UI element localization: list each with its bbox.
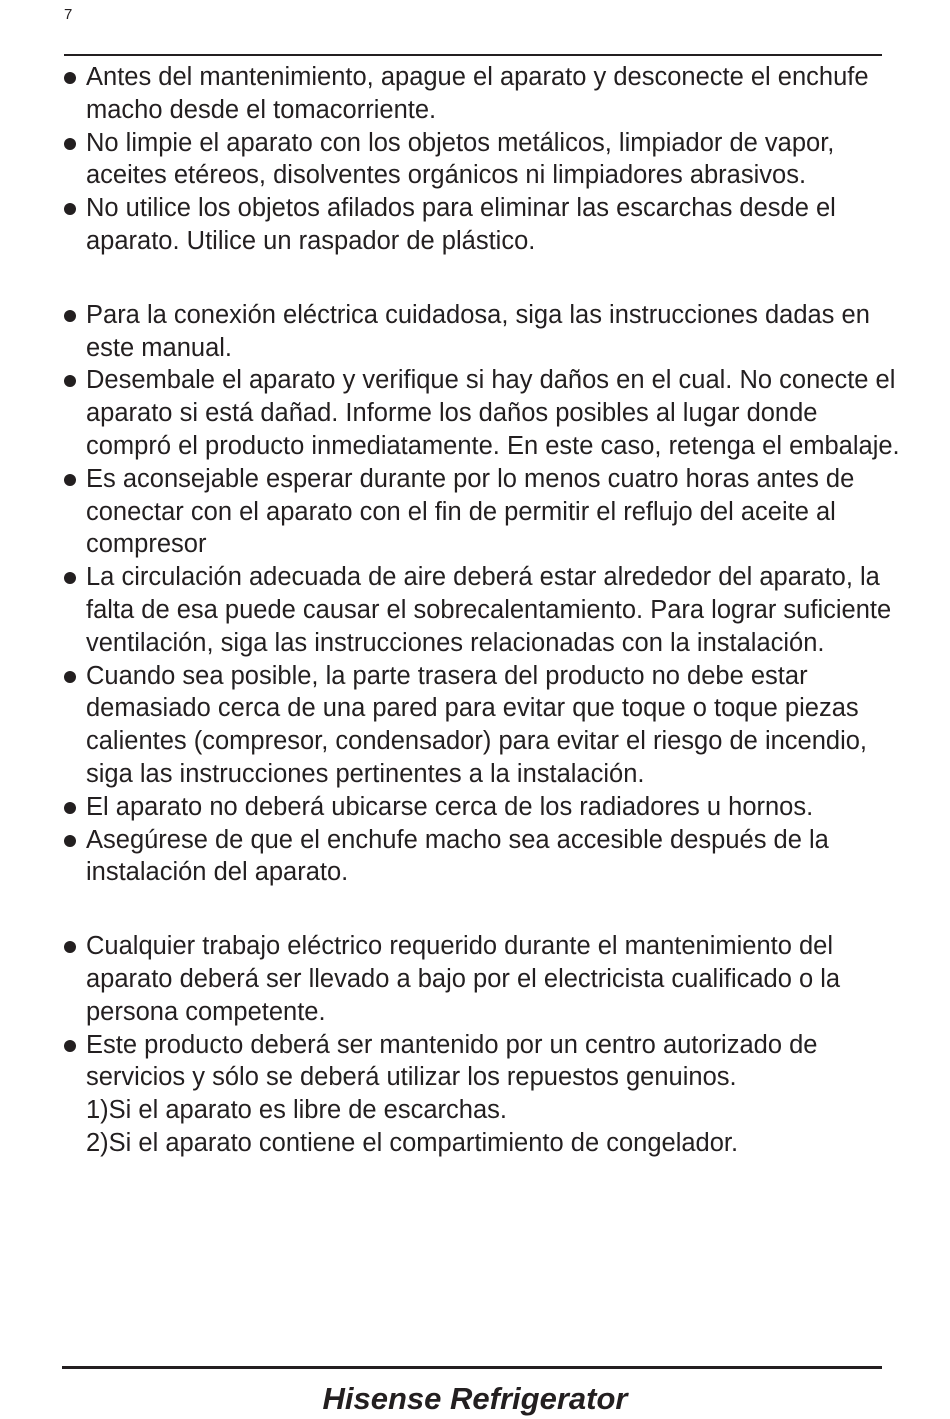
list-item-text: Asegúrese de que el enchufe macho sea accesible después de la instalación del aparato. (86, 825, 829, 887)
list-item (62, 463, 902, 561)
footer-brand-title: Hisense Refrigerator (322, 1381, 628, 1416)
bullet-icon (64, 835, 76, 847)
page-content (62, 61, 902, 1160)
bullet-icon (64, 203, 76, 215)
bullet-icon (64, 572, 76, 584)
footer-rule (62, 1366, 882, 1369)
list-item (62, 660, 902, 791)
bullet-icon (64, 1040, 76, 1052)
list-item-text: Es aconsejable esperar durante por lo menos cuatro horas antes de conectar con el aparato con el fin de permitir el reflujo del aceite al compresor (86, 464, 855, 559)
bullet-icon (64, 138, 76, 150)
list-item (62, 364, 902, 462)
sub-item: 1)Si el aparato es libre de escarchas. (86, 1096, 507, 1125)
bullet-icon (64, 72, 76, 84)
list-item-text: Antes del mantenimiento, apague el aparato y desconecte el enchufe macho desde el tomacorriente. (86, 63, 869, 124)
installation-section (62, 299, 902, 889)
list-item (62, 791, 902, 824)
list-item-text: Este producto deberá ser mantenido por un centro autorizado de servicios y sólo se deberá utilizar los repuestos genuinos. (86, 1030, 818, 1092)
list-item-text: Desembale el aparato y verifique si hay daños en el cual. No conecte el aparato si está dañad. Informe los daños posibles al lugar donde compró el producto inmediatamente. En este caso, retenga el embalaje. (86, 366, 900, 460)
header-rule (64, 54, 882, 56)
list-item (62, 61, 902, 127)
sub-item: 2)Si el aparato contiene el compartimiento de congelador. (86, 1128, 739, 1157)
list-item (62, 192, 902, 258)
list-item-text: No limpie el aparato con los objetos metálicos, limpiador de vapor, aceites etéreos, disolventes orgánicos ni limpiadores abrasivos. (86, 128, 835, 190)
list-item-text: Cuando sea posible, la parte trasera del producto no debe estar demasiado cerca de una pared para evitar que toque o toque piezas calientes (compresor, condensador) para evitar el riesgo de incendio, siga las instrucciones pertinentes a la instalación. (86, 661, 868, 788)
page-number: 7 (64, 6, 73, 23)
bullet-icon (64, 310, 76, 322)
bullet-icon (64, 474, 76, 486)
bullet-icon (64, 941, 76, 953)
list-item (62, 561, 902, 659)
list-item-text: Para la conexión eléctrica cuidadosa, siga las instrucciones dadas en este manual. (86, 300, 870, 362)
list-item (62, 1029, 902, 1095)
bullet-icon (64, 375, 76, 387)
bullet-icon (64, 802, 76, 814)
list-item-text: Cualquier trabajo eléctrico requerido durante el mantenimiento del aparato deberá ser llevado a bajo por el electricista cualificado o la persona competente. (86, 932, 841, 1026)
list-item-text: La circulación adecuada de aire deberá estar alrededor del aparato, la falta de esa puede causar el sobrecalentamiento. Para lograr suficiente ventilación, siga las instrucciones relacionadas con la instalación. (86, 563, 892, 657)
list-item (62, 824, 902, 890)
list-item (62, 127, 902, 193)
list-item-text: El aparato no deberá ubicarse cerca de los radiadores u hornos. (86, 792, 814, 821)
maintenance-section (62, 61, 902, 258)
list-item-text: No utilice los objetos afilados para eliminar las escarchas desde el aparato. Utilice un raspador de plástico. (86, 194, 836, 255)
bullet-icon (64, 671, 76, 683)
service-section (62, 930, 902, 1160)
list-item (62, 299, 902, 365)
list-item (62, 930, 902, 1028)
